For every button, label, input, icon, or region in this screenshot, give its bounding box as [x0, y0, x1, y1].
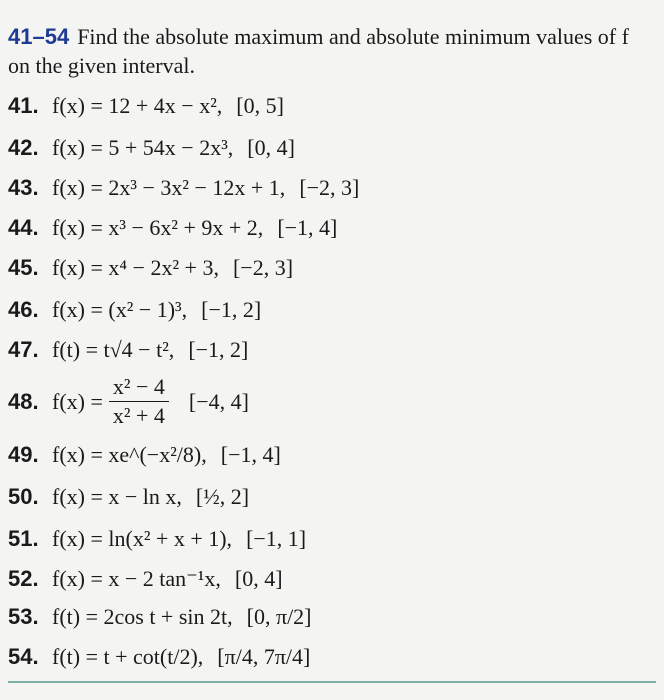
- problem-50: [8, 483, 249, 511]
- problem-function: f(x) = x⁴ − 2x² + 3,: [52, 255, 219, 280]
- fraction-denominator: x² + 4: [112, 403, 165, 428]
- problem-number: 54.: [8, 644, 39, 669]
- exercise-header: [8, 22, 648, 80]
- problem-interval: [−1, 1]: [246, 526, 307, 551]
- problem-interval: [−2, 3]: [232, 255, 294, 280]
- problem-function: f(t) = t + cot(t/2),: [52, 644, 204, 669]
- problem-function: f(t) = t√4 − t²,: [52, 337, 175, 362]
- problem-number: 51.: [8, 526, 39, 551]
- problem-44: [8, 214, 337, 242]
- problem-function: f(x) = 12 + 4x − x²,: [52, 93, 223, 118]
- problem-interval: [π/4, 7π/4]: [217, 644, 311, 669]
- problem-interval: [−1, 2]: [188, 337, 249, 362]
- problem-42: [8, 134, 295, 162]
- problem-45: [8, 254, 293, 282]
- problem-interval: [½, 2]: [195, 484, 250, 509]
- problem-number: 45.: [8, 255, 39, 280]
- exercise-range-label: 41–54: [8, 24, 70, 49]
- problem-number: 53.: [8, 604, 39, 629]
- fraction-numerator: x² − 4: [109, 375, 169, 402]
- problem-interval: [0, 4]: [234, 566, 283, 591]
- problem-46: [8, 296, 261, 324]
- problem-interval: [0, 4]: [247, 135, 295, 160]
- problem-number: 44.: [8, 215, 39, 240]
- problem-53: [8, 603, 312, 631]
- problem-function: f(x) = xe^(−x²/8),: [52, 442, 207, 467]
- problem-number: 42.: [8, 135, 39, 160]
- problem-function: f(t) = 2cos t + sin 2t,: [52, 604, 233, 629]
- problem-54: [8, 643, 310, 671]
- problem-number: 43.: [8, 175, 39, 200]
- problem-interval: [0, 5]: [236, 93, 284, 118]
- problem-function-prefix: f(x) =: [52, 388, 103, 414]
- problem-number: 52.: [8, 566, 39, 591]
- problem-number: 41.: [8, 93, 39, 118]
- problem-function: f(x) = ln(x² + x + 1),: [52, 526, 233, 551]
- problem-49: [8, 441, 281, 469]
- problem-function: f(x) = 2x³ − 3x² − 12x + 1,: [52, 175, 286, 200]
- problem-43: [8, 174, 359, 202]
- problem-interval: [0, π/2]: [246, 604, 312, 629]
- problem-interval: [−1, 2]: [201, 297, 262, 322]
- problem-interval: [−2, 3]: [299, 175, 360, 200]
- problem-48: [8, 375, 249, 428]
- problem-number: 47.: [8, 337, 39, 362]
- problem-number: 49.: [8, 442, 39, 467]
- exercise-instruction: Find the absolute maximum and absolute minimum values of f on the given interval.: [8, 24, 629, 78]
- problem-function: f(x) = x − 2 tan⁻¹x,: [52, 566, 221, 591]
- problem-41: [8, 92, 284, 120]
- problem-number: 48.: [8, 388, 39, 414]
- problem-fraction: [109, 375, 169, 428]
- problem-47: [8, 336, 248, 364]
- problem-interval: [−1, 4]: [220, 442, 281, 467]
- section-divider: [8, 681, 656, 683]
- problem-interval: [−1, 4]: [277, 215, 338, 240]
- problem-function: f(x) = 5 + 54x − 2x³,: [52, 135, 234, 160]
- problem-function: f(x) = x − ln x,: [52, 484, 182, 509]
- problem-number: 50.: [8, 484, 39, 509]
- problem-function: f(x) = (x² − 1)³,: [52, 297, 188, 322]
- problem-number: 46.: [8, 297, 39, 322]
- problem-51: [8, 525, 306, 553]
- problem-interval: [−4, 4]: [188, 388, 249, 414]
- problem-52: [8, 565, 283, 593]
- problem-function: f(x) = x³ − 6x² + 9x + 2,: [52, 215, 264, 240]
